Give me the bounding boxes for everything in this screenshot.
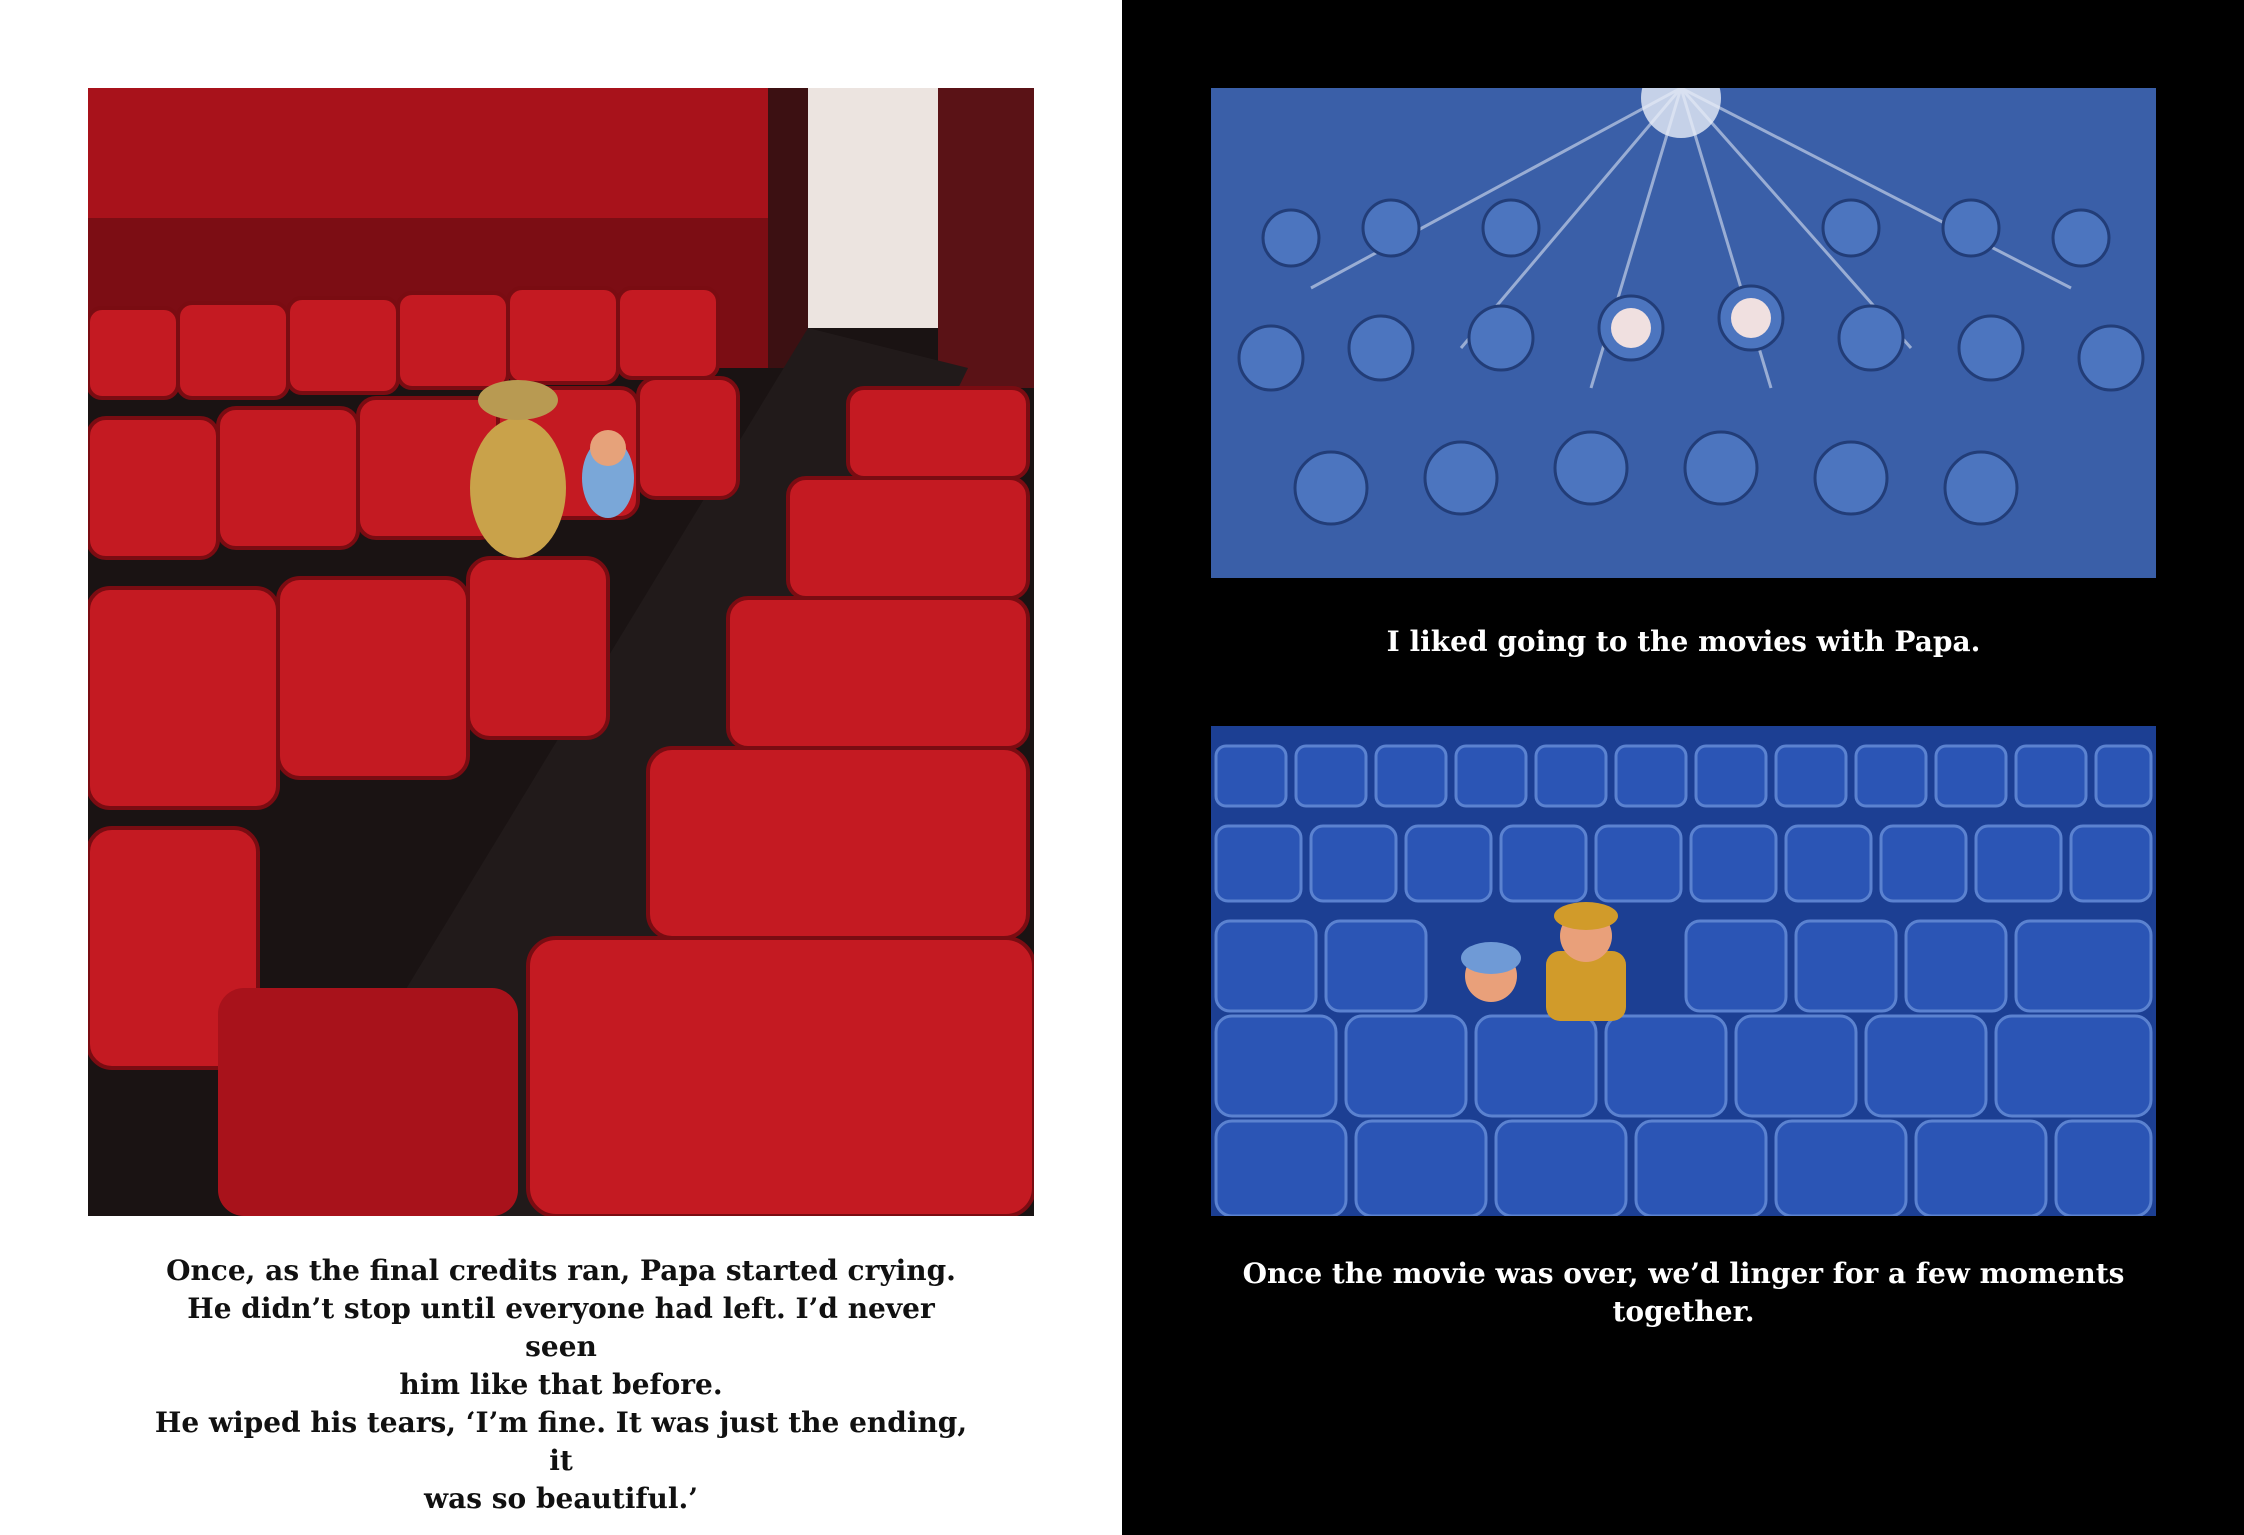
caption-line: Once, as the final credits ran, Papa started crying. (166, 1254, 956, 1287)
caption-line: Once the movie was over, we’d linger for a few moments (1242, 1257, 2125, 1290)
caption-line: together. (1612, 1295, 1755, 1328)
caption-line: He didn’t stop until everyone had left. I’d never seen (187, 1292, 935, 1363)
caption-line: He wiped his tears, ‘I’m fine. It was just the ending, it (154, 1406, 968, 1477)
audience-blue-illustration (1211, 88, 2156, 578)
caption-line: him like that before. (399, 1368, 723, 1401)
red-cinema-illustration (88, 88, 1034, 1216)
right-page (1122, 0, 2244, 1535)
empty-blue-seats-illustration (1211, 726, 2156, 1216)
left-caption (150, 1252, 972, 1518)
top-caption: I liked going to the movies with Papa. (1386, 625, 1981, 658)
bottom-caption (1211, 1255, 2156, 1331)
caption-line: was so beautiful.’ (424, 1482, 698, 1515)
